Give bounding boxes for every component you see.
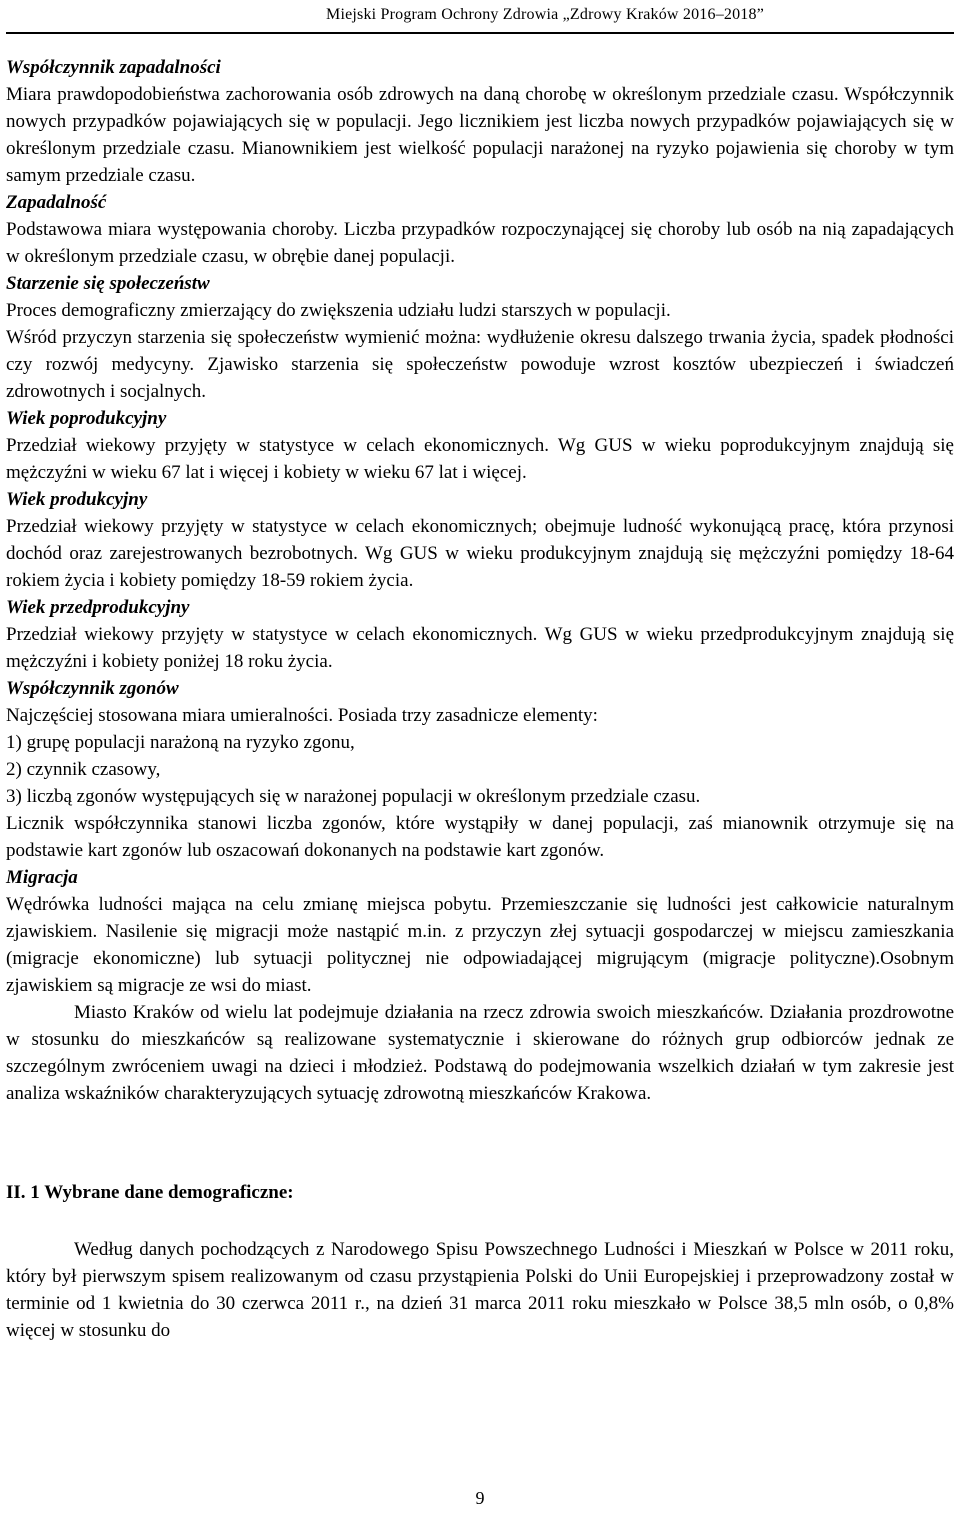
running-header: Miejski Program Ochrony Zdrowia „Zdrowy Kraków 2016–2018”	[326, 6, 764, 23]
page-number: 9	[475, 1488, 485, 1508]
term-definition: Przedział wiekowy przyjęty w statystyce w celach ekonomicznych. Wg GUS w wieku przedprodukcyjnym znajdują się mężczyźni i kobiety poniżej 18 roku życia.	[6, 624, 954, 672]
term-heading: Wiek produkcyjny	[6, 489, 148, 510]
term-definition: Przedział wiekowy przyjęty w statystyce w celach ekonomicznych. Wg GUS w wieku poprodukcyjnym znajdują się mężczyźni w wieku 67 lat i więcej i kobiety w wieku 67 lat i więcej.	[6, 435, 954, 483]
term-heading: Zapadalność	[6, 192, 107, 213]
term-heading: Migracja	[6, 867, 78, 888]
term-definition: Miara prawdopodobieństwa zachorowania osób zdrowych na daną chorobę w określonym przedziale czasu. Współczynnik nowych przypadków pojawiających się w populacji. Jego licznikiem jest liczba nowych przypadków pojawiających się w określonym przedziale czasu. Mianownikiem jest wielkość populacji narażonej na ryzyko pojawienia się choroby w tym samym przedziale czasu.	[6, 84, 954, 186]
term-definition: Proces demograficzny zmierzający do zwiększenia udziału ludzi starszych w populacji.	[6, 300, 671, 321]
term-definition: Przedział wiekowy przyjęty w statystyce w celach ekonomicznych; obejmuje ludność wykonującą pracę, która przynosi dochód oraz zarejestrowanych bezrobotnych. Wg GUS w wieku produkcyjnym znajdują się mężczyźni pomiędzy 18-64 rokiem życia i kobiety pomiędzy 18-59 rokiem życia.	[6, 516, 954, 591]
term-definition: Podstawowa miara występowania choroby. Liczba przypadków rozpoczynającej się choroby lub osób na nią zapadających w określonym przedziale czasu, w obrębie danej populacji.	[6, 219, 954, 267]
section-heading: II. 1 Wybrane dane demograficzne:	[6, 1182, 294, 1203]
term-definition: Najczęściej stosowana miara umieralności. Posiada trzy zasadnicze elementy:	[6, 705, 598, 726]
term-definition: Wędrówka ludności mająca na celu zmianę miejsca pobytu. Przemieszczanie się ludności jest całkowicie naturalnym zjawiskiem. Nasilenie się migracji może nastąpić m.in. z przyczyn złej sytuacji gospodarczej w miejscu zamieszkania (migracje ekonomiczne) lub sytuacji politycznej nie odpowiadającej migrującym (migracje polityczne).Osobnym zjawiskiem są migracje ze wsi do miast.	[6, 894, 954, 996]
list-item: 1) grupę populacji narażoną na ryzyko zgonu,	[6, 732, 355, 753]
section-paragraph: Według danych pochodzących z Narodowego Spisu Powszechnego Ludności i Mieszkań w Polsce w 2011 roku, który był pierwszym spisem realizowanym od czasu przystąpienia Polski do Unii Europejskiej i przeprowadzony został w terminie od 1 kwietnia do 30 czerwca 2011 r., na dzień 31 marca 2011 roku mieszkało w Polsce 38,5 mln osób, o 0,8% więcej w stosunku do	[6, 1239, 954, 1341]
term-definition: Licznik współczynnika stanowi liczba zgonów, które wystąpiły w danej populacji, zaś mianownik otrzymuje się na podstawie kart zgonów lub oszacowań dokonanych na podstawie kart zgonów.	[6, 813, 954, 861]
term-heading: Wiek poprodukcyjny	[6, 408, 167, 429]
term-heading: Wiek przedprodukcyjny	[6, 597, 190, 618]
term-heading: Starzenie się społeczeństw	[6, 273, 210, 294]
page-content	[6, 54, 954, 1344]
term-heading: Współczynnik zgonów	[6, 678, 179, 699]
list-item: 2) czynnik czasowy,	[6, 759, 161, 780]
term-definition: Wśród przyczyn starzenia się społeczeństw wymienić można: wydłużenie okresu dalszego trwania życia, spadek płodności czy rozwój medycyny. Zjawisko starzenia się społeczeństw powoduje wzrost kosztów ubezpieczeń i świadczeń zdrowotnych i socjalnych.	[6, 327, 954, 402]
spacer	[6, 1206, 954, 1236]
term-heading: Współczynnik zapadalności	[6, 57, 221, 78]
intro-paragraph: Miasto Kraków od wielu lat podejmuje działania na rzecz zdrowia swoich mieszkańców. Działania prozdrowotne w stosunku do mieszkańców są realizowane systematycznie i skierowane do różnych grup odbiorców jednak ze szczególnym zwróceniem uwagi na dzieci i młodzież. Podstawą do podejmowania wszelkich działań w tym zakresie jest analiza wskaźników charakteryzujących sytuację zdrowotną mieszkańców Krakowa.	[6, 1002, 954, 1104]
header-rule	[6, 32, 954, 34]
list-item: 3) liczbą zgonów występujących się w narażonej populacji w określonym przedziale czasu.	[6, 786, 701, 807]
spacer	[6, 1107, 954, 1179]
